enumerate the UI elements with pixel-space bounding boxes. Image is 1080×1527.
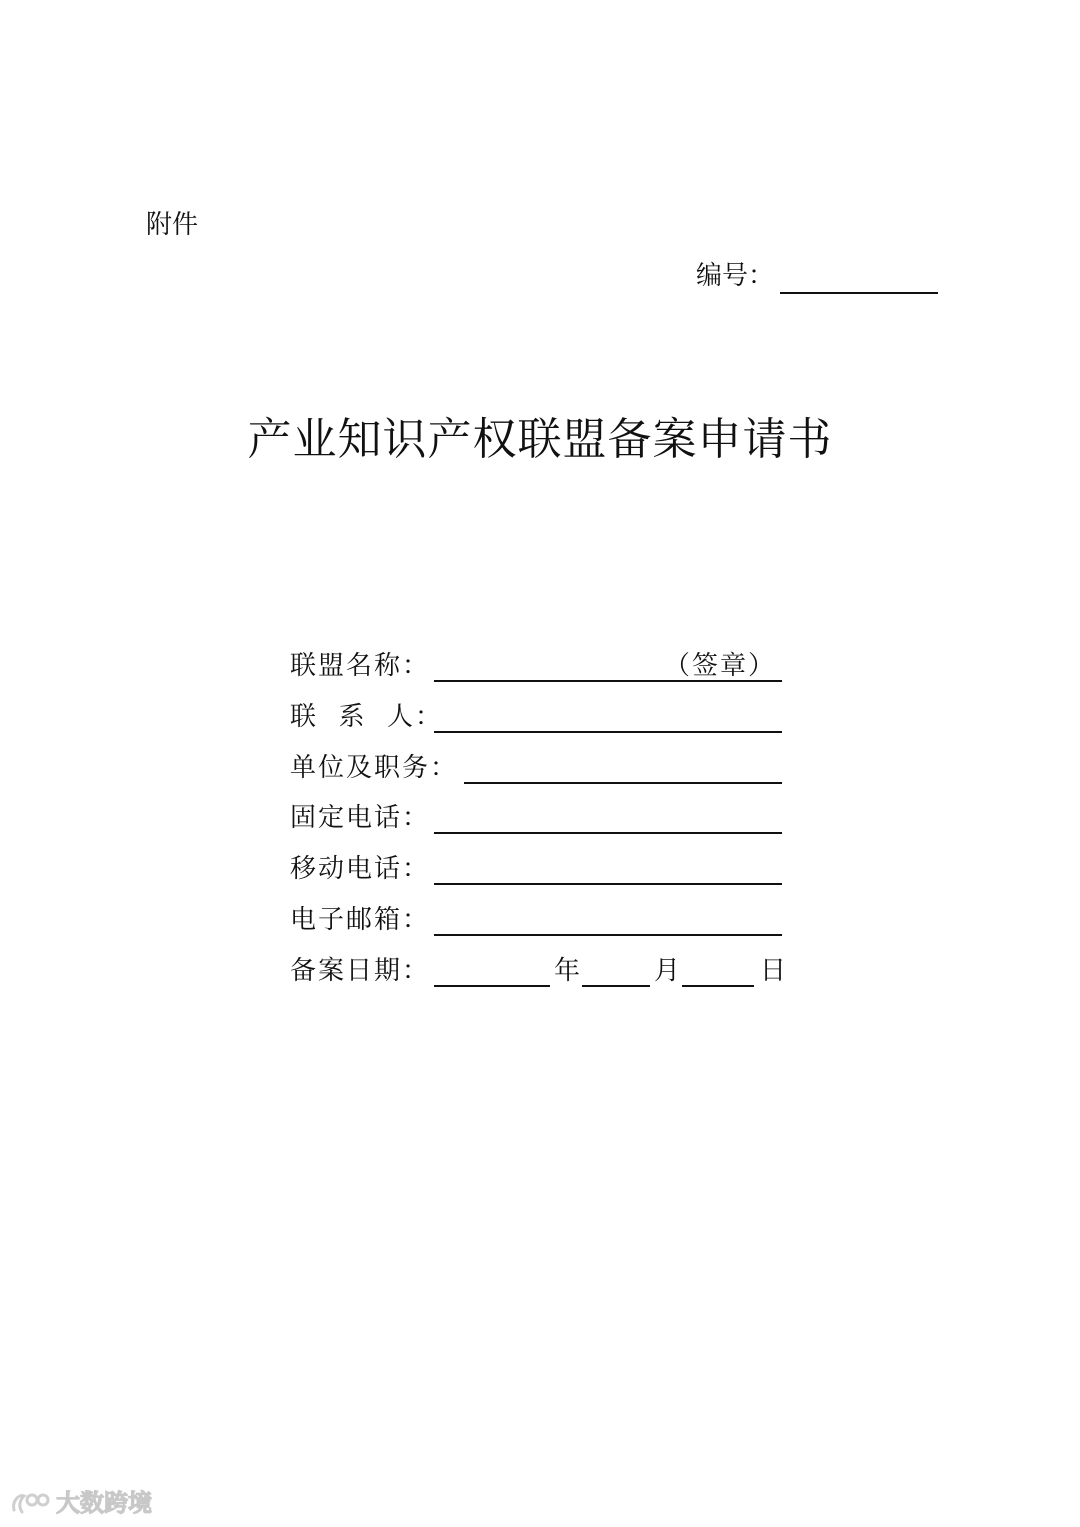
contact-blank[interactable] <box>434 697 782 733</box>
month-label: 月 <box>654 956 683 986</box>
serial-number-field <box>696 258 938 294</box>
filing-date-label: 备案日期： <box>290 956 431 986</box>
landline-blank[interactable] <box>434 798 782 834</box>
attachment-label: 附件 <box>146 210 199 240</box>
alliance-name-label: 联盟名称： <box>290 651 431 681</box>
document-title: 产业知识产权联盟备案申请书 <box>247 414 833 465</box>
mobile-blank[interactable] <box>434 849 782 885</box>
filing-date-row <box>290 951 789 991</box>
watermark-text: 大数跨境 <box>56 1489 152 1517</box>
unit-position-row <box>290 748 784 788</box>
seal-note: （签章） <box>663 651 776 681</box>
alliance-name-row <box>290 646 784 686</box>
unit-position-blank[interactable] <box>464 748 782 784</box>
contact-row <box>290 697 784 737</box>
serial-number-label: 编号： <box>696 261 775 291</box>
mobile-row <box>290 849 784 889</box>
serial-number-blank[interactable] <box>780 264 938 294</box>
email-blank[interactable] <box>434 900 782 936</box>
unit-position-label: 单位及职务： <box>290 753 459 783</box>
day-label: 日 <box>760 956 789 986</box>
day-blank[interactable] <box>682 951 754 987</box>
year-label: 年 <box>554 956 583 986</box>
watermark <box>10 1488 152 1518</box>
mobile-label: 移动电话： <box>290 854 431 884</box>
contact-label: 联 系 人： <box>290 702 444 732</box>
watermark-logo-icon <box>10 1490 50 1516</box>
year-blank[interactable] <box>434 951 550 987</box>
email-row <box>290 900 784 940</box>
landline-row <box>290 798 784 838</box>
email-label: 电子邮箱： <box>290 905 431 935</box>
month-blank[interactable] <box>582 951 650 987</box>
landline-label: 固定电话： <box>290 803 431 833</box>
